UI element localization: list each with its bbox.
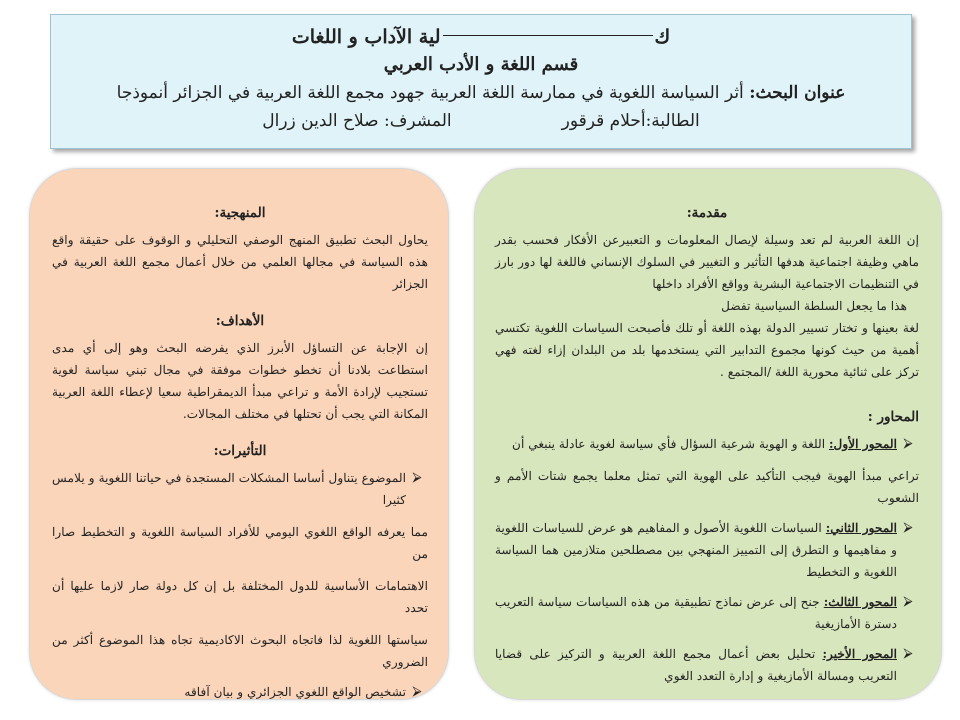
axis-1-continuation: تراعي مبدأ الهوية فيجب التأكيد على الهوية التي تمثل معلما يجمع شتات الأمم و الشعوب	[495, 469, 919, 505]
motive-1-text: الموضوع يتناول أساسا المشكلات المستجدة في حياتنا اللغوية و يلامس كثيرا	[52, 471, 406, 507]
kashida-line	[443, 35, 653, 36]
arrow-bullet-icon: ⮚	[903, 520, 913, 535]
axis-3	[495, 591, 919, 635]
axis-2-text: السياسات اللغوية الأصول و المفاهيم هو عرض للسياسات اللغوية و مفاهيمها و التطرق إلى التمييز المنهجي بين مصطلحين متلازمين هما السياسة اللغوية و التخطيط	[495, 521, 897, 579]
axis-4-label: المحور الأخير:	[822, 647, 897, 661]
method-title: المنهجية:	[214, 205, 266, 221]
arrow-bullet-icon: ⮚	[903, 594, 913, 609]
supervisor-name: المشرف: صلاح الدين زرال	[262, 111, 452, 131]
axis-2	[495, 517, 919, 583]
intro-text-3: لغة بعينها و تختار تسيير الدولة بهذه اللغة أو تلك فأصبحت السياسات اللغوية تكتسي أهمية من حيث كونها مجموع التدابير التي يستخدمها بلد من البلدان إزاء لغته فهي تركز على ثنائية محورية اللغة /المجتمع .	[495, 321, 919, 379]
axis-4-text: تحليل بعض أعمال مجمع اللغة العربية و التركيز على قضايا التعريب ومسالة الأمازيغية و إدارة التعدد الغوي	[495, 647, 897, 683]
axes-title: المحاور :	[867, 409, 919, 425]
motive-2	[52, 681, 428, 703]
axis-1-text: اللغة و الهوية شرعية السؤال فأي سياسة لغوية عادلة ينبغي أن	[512, 437, 829, 451]
motives-title: التأثيرات:	[213, 443, 267, 459]
intro-text-2: هذا ما يجعل السلطة السياسية تفضل	[721, 299, 907, 313]
motive-1-line-2: الاهتمامات الأساسية للدول المختلفة بل إن كل دولة صار لازما عليها أن تحدد	[52, 579, 428, 615]
motive-1	[52, 467, 428, 511]
right-panel	[474, 168, 942, 700]
header-banner	[50, 14, 912, 149]
goals-title: الأهداف:	[215, 313, 265, 329]
axis-3-label: المحور الثالث:	[823, 595, 897, 609]
research-title-text: أثر السياسة اللغوية في ممارسة اللغة العربية جهود مجمع اللغة العربية في الجزائر أنموذجا	[116, 83, 750, 103]
intro-title: مقدمة:	[686, 205, 728, 221]
faculty-name	[51, 23, 911, 51]
authors-line	[51, 107, 911, 135]
arrow-bullet-icon: ⮚	[903, 436, 913, 451]
intro-text: إن اللغة العربية لم تعد وسيلة لإيصال المعلومات و التعبيرعن الأفكار فحسب بقدر ماهي وظيفة اجتماعية هدفها التأثير و التغيير في السلوك الإنساني فاللغة لها دور بارز في التنظيمات الاجتماعية البشرية وواقع الأفراد داخلها	[495, 233, 919, 291]
department-name: قسم اللغة و الأدب العربي	[383, 54, 579, 75]
arrow-bullet-icon: ⮚	[412, 684, 422, 699]
arrow-bullet-icon: ⮚	[903, 646, 913, 661]
axis-1	[495, 433, 919, 455]
motive-2-text: تشخيص الواقع اللغوي الجزائري و بيان آفاقه	[184, 685, 406, 699]
axis-3-text: جنح إلى عرض نماذج تطبيقية من هذه السياسات سياسة التعريب دسترة الأمازيغية	[495, 595, 897, 631]
arrow-bullet-icon: ⮚	[412, 470, 422, 485]
student-name: الطالبة:أحلام قرقور	[561, 111, 700, 131]
faculty-prefix: ك	[654, 26, 671, 48]
axis-1-label: المحور الأول:	[828, 437, 897, 451]
axis-2-label: المحور الثاني:	[825, 521, 897, 535]
faculty-suffix: لية الآداب و اللغات	[291, 26, 441, 48]
motive-1-line-1: مما يعرفه الواقع اللغوي اليومي للأفراد السياسة اللغوية و التخطيط صارا من	[52, 525, 428, 561]
research-title	[51, 79, 911, 107]
research-title-label: عنوان البحث:	[749, 83, 846, 103]
left-panel	[29, 168, 449, 700]
axis-4	[495, 643, 919, 687]
method-text: يحاول البحث تطبيق المنهج الوصفي التحليلي و الوقوف على حقيقة واقع هذه السياسة في مجالها العلمي من خلال أعمال مجمع اللغة العربية في الجزائر	[52, 233, 428, 291]
goals-text: إن الإجابة عن التساؤل الأبرز الذي يفرضه البحث وهو إلى أي مدى استطاعت بلادنا أن تخطو خطوات موفقة في مجال تبني سياسة لغوية تستجيب لإرادة الأمة و تراعي مبدأ الديمقراطية سعيا لإعطاء اللغة العربية المكانة التي يجب أن تحتلها في مختلف المجالات.	[52, 341, 428, 421]
motive-1-line-3: سياستها اللغوية لذا فاتجاه البحوث الاكاديمية تجاه هذا الموضوع أكثر من الضروري	[52, 633, 428, 669]
